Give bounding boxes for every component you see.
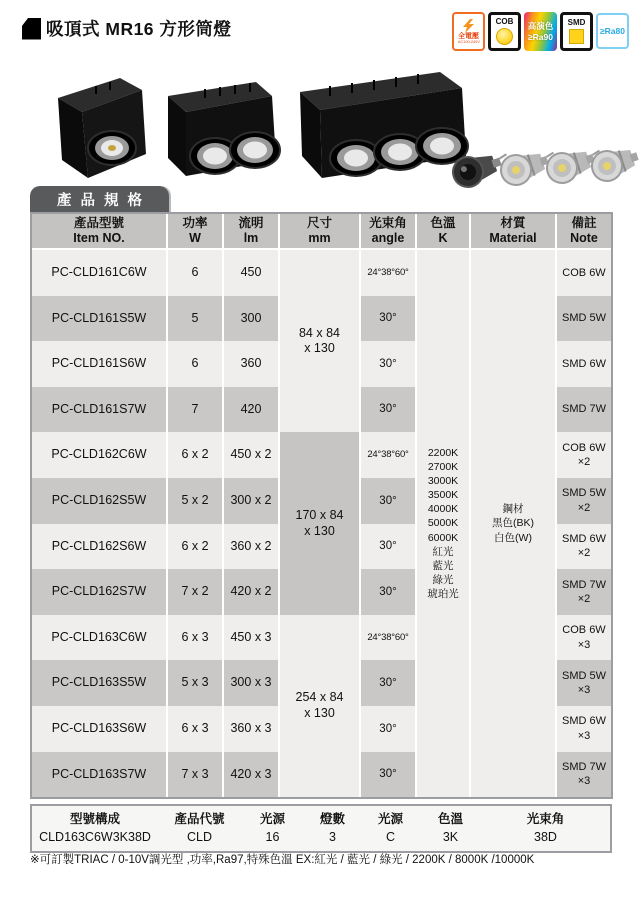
col-header-cct: 色溫 K [417, 214, 469, 250]
note-cell: SMD 7W ×3 [557, 752, 611, 798]
model-composition-col: 產品代號 CLD [174, 812, 225, 845]
smd-led-icon [569, 29, 584, 44]
wattage-cell: 6 x 3 [168, 615, 222, 661]
note-cell: SMD 5W ×3 [557, 660, 611, 706]
wattage-cell: 6 x 2 [168, 524, 222, 570]
size-cell-group-1: 84 x 84 x 130 [280, 250, 359, 432]
angle-cell: 30° [361, 752, 415, 798]
note-cell: COB 6W [557, 250, 611, 296]
lumen-cell: 360 x 3 [224, 706, 278, 752]
lumen-cell: 360 x 2 [224, 524, 278, 570]
item-no-cell: PC-CLD162S5W [32, 478, 166, 524]
lumen-cell: 420 x 2 [224, 569, 278, 615]
product-photos [0, 56, 640, 206]
note-cell: SMD 6W ×3 [557, 706, 611, 752]
angle-cell: 30° [361, 341, 415, 387]
lumen-cell: 420 [224, 387, 278, 433]
cct-cell: 2200K 2700K 3000K 3500K 4000K 5000K 6000K 紅光 藍光 綠光 琥珀光 [417, 250, 469, 797]
col-header-size: 尺寸 mm [280, 214, 359, 250]
item-no-cell: PC-CLD162C6W [32, 432, 166, 478]
item-no-cell: PC-CLD161C6W [32, 250, 166, 296]
full-voltage-badge: 全電壓 AC100-240V [452, 12, 485, 51]
note-cell: SMD 7W ×2 [557, 569, 611, 615]
lumen-cell: 450 x 3 [224, 615, 278, 661]
note-cell: SMD 6W [557, 341, 611, 387]
section-title-product-spec: 產品規格 [30, 186, 169, 212]
lumen-cell: 300 [224, 296, 278, 342]
lumen-cell: 450 [224, 250, 278, 296]
model-composition-col: 型號構成 CLD163C6W3K38D [39, 812, 151, 845]
mr16-lamps-photo [449, 141, 640, 191]
col-header-material: 材質 Material [471, 214, 555, 250]
item-no-cell: PC-CLD163S6W [32, 706, 166, 752]
title-square-icon [22, 18, 41, 40]
downlight-1-head-photo [58, 78, 146, 178]
angle-cell: 24°38°60° [361, 432, 415, 478]
item-no-cell: PC-CLD163S5W [32, 660, 166, 706]
cob-led-icon [496, 28, 513, 45]
wattage-cell: 5 x 2 [168, 478, 222, 524]
angle-cell: 30° [361, 706, 415, 752]
lightning-icon [462, 19, 475, 33]
item-no-cell: PC-CLD161S7W [32, 387, 166, 433]
high-cri-badge: 高演色 ≥Ra90 [524, 12, 557, 51]
angle-cell: 24°38°60° [361, 615, 415, 661]
note-cell: SMD 7W [557, 387, 611, 433]
size-cell-group-2: 170 x 84 x 130 [280, 432, 359, 614]
model-composition-col: 光源 16 [259, 812, 285, 845]
item-no-cell: PC-CLD163C6W [32, 615, 166, 661]
wattage-cell: 6 x 2 [168, 432, 222, 478]
wattage-cell: 6 x 3 [168, 706, 222, 752]
col-header-lumen: 流明 lm [224, 214, 278, 250]
col-header-item-no: 產品型號 Item NO. [32, 214, 166, 250]
page-title: 吸頂式 MR16 方形筒燈 [46, 19, 232, 39]
angle-cell: 30° [361, 387, 415, 433]
size-cell-group-3: 254 x 84 x 130 [280, 615, 359, 797]
lumen-cell: 450 x 2 [224, 432, 278, 478]
cob-badge: COB [488, 12, 521, 51]
col-header-angle: 光束角 angle [361, 214, 415, 250]
material-cell: 鋼材 黑色(BK) 白色(W) [471, 250, 555, 797]
model-composition-col: 光源 C [377, 812, 403, 845]
angle-cell: 30° [361, 478, 415, 524]
col-header-note: 備註 Note [557, 214, 611, 250]
model-composition-col: 色溫 3K [437, 812, 463, 845]
lumen-cell: 360 [224, 341, 278, 387]
page-header [22, 16, 231, 41]
wattage-cell: 7 x 2 [168, 569, 222, 615]
item-no-cell: PC-CLD161S6W [32, 341, 166, 387]
downlight-2-head-photo [168, 82, 280, 176]
model-composition-table [30, 804, 612, 853]
model-composition-col: 光束角 38D [526, 812, 565, 845]
angle-cell: 30° [361, 569, 415, 615]
wattage-cell: 7 [168, 387, 222, 433]
model-composition-col: 燈數 3 [319, 812, 345, 845]
note-cell: SMD 6W ×2 [557, 524, 611, 570]
item-no-cell: PC-CLD162S6W [32, 524, 166, 570]
lumen-cell: 420 x 3 [224, 752, 278, 798]
lumen-cell: 300 x 3 [224, 660, 278, 706]
certification-badges [452, 12, 629, 51]
ra80-badge: ≥Ra80 [596, 13, 629, 49]
spec-table [30, 212, 613, 799]
wattage-cell: 7 x 3 [168, 752, 222, 798]
col-header-wattage: 功率 W [168, 214, 222, 250]
wattage-cell: 6 [168, 341, 222, 387]
wattage-cell: 5 x 3 [168, 660, 222, 706]
angle-cell: 30° [361, 296, 415, 342]
wattage-cell: 6 [168, 250, 222, 296]
item-no-cell: PC-CLD163S7W [32, 752, 166, 798]
angle-cell: 24°38°60° [361, 250, 415, 296]
wattage-cell: 5 [168, 296, 222, 342]
item-no-cell: PC-CLD162S7W [32, 569, 166, 615]
note-cell: COB 6W ×3 [557, 615, 611, 661]
smd-badge: SMD [560, 12, 593, 51]
downlight-3-head-photo [300, 72, 468, 178]
note-cell: SMD 5W ×2 [557, 478, 611, 524]
item-no-cell: PC-CLD161S5W [32, 296, 166, 342]
note-cell: COB 6W ×2 [557, 432, 611, 478]
angle-cell: 30° [361, 660, 415, 706]
customization-note: ※可訂製TRIAC / 0-10V調光型 ,功率,Ra97,特殊色溫 EX:紅光 / 藍光 / 綠光 / 2200K / 8000K /10000K [30, 854, 535, 866]
angle-cell: 30° [361, 524, 415, 570]
note-cell: SMD 5W [557, 296, 611, 342]
lumen-cell: 300 x 2 [224, 478, 278, 524]
